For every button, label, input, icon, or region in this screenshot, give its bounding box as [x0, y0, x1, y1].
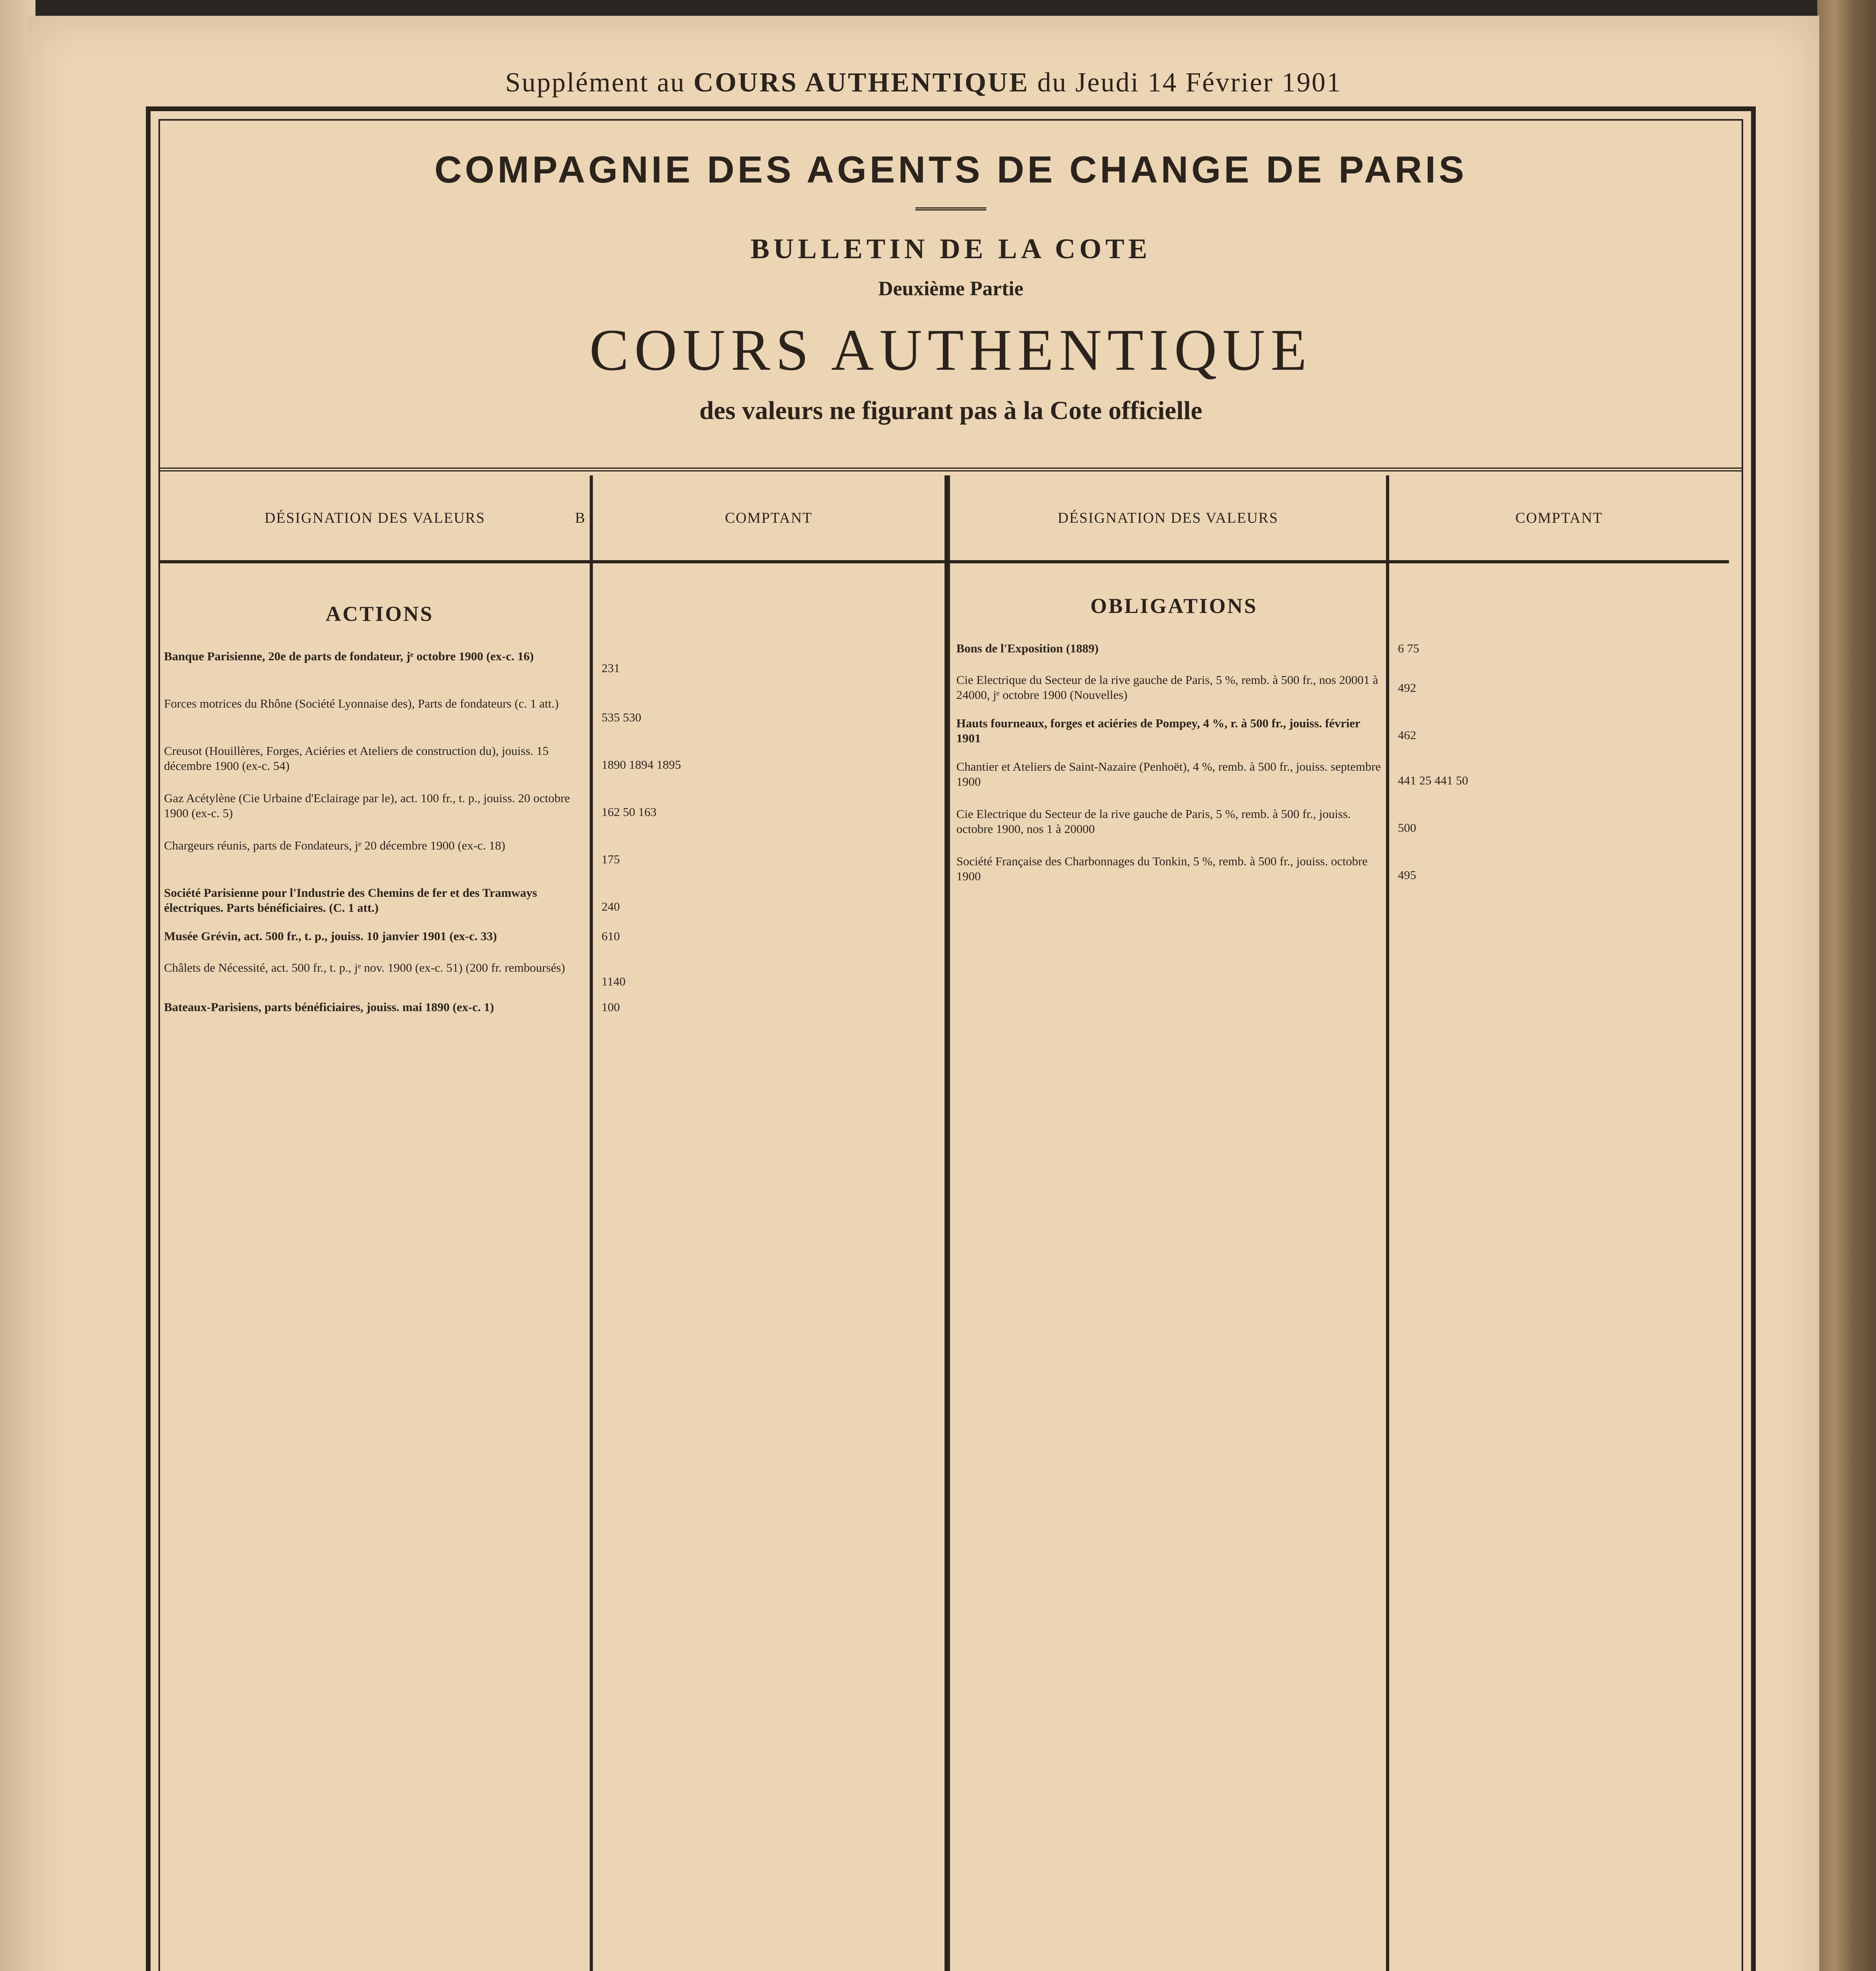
item-price: 535 530: [602, 710, 641, 724]
item-name: Gaz Acétylène (Cie Urbaine d'Eclairage par le), act. 100 fr., t. p., jouiss. 20 octobre 1900 (ex-c. 5): [164, 791, 570, 820]
item-price: 162 50 163: [602, 805, 657, 819]
item-price: 1890 1894 1895: [602, 758, 681, 771]
document-page: [28, 16, 1819, 1971]
list-item: [164, 885, 586, 915]
item-price: 492: [1398, 681, 1416, 695]
list-item: [164, 791, 586, 821]
header-comptant-right: [1389, 475, 1729, 563]
item-price: 175: [602, 852, 620, 866]
header-rule: [915, 207, 986, 213]
item-name: Bons de l'Exposition (1889): [956, 641, 1099, 655]
list-item: [164, 743, 586, 773]
obligations-title: OBLIGATIONS: [1090, 594, 1258, 618]
list-item: [956, 807, 1382, 836]
item-name: Banque Parisienne, 20e de parts de fondateur, jᵉ octobre 1900 (ex-c. 16): [164, 649, 534, 663]
item-price: 500: [1398, 821, 1416, 835]
item-name: Creusot (Houillères, Forges, Aciéries et Ateliers de construction du), jouiss. 15 décembre 1900 (ex-c. 54): [164, 744, 549, 773]
item-name: Musée Grévin, act. 500 fr., t. p., jouiss. 10 janvier 1901 (ex-c. 33): [164, 929, 497, 943]
col-divider: [1386, 475, 1389, 1971]
bulletin-inner-frame: [158, 119, 1743, 1971]
header-comptant-left: [593, 475, 945, 563]
comptant-label: COMPTANT: [1515, 509, 1603, 526]
list-item: [956, 641, 1382, 656]
item-name: Chargeurs réunis, parts de Fondateurs, jᵉ 20 décembre 1900 (ex-c. 18): [164, 838, 505, 852]
upper-table: [160, 475, 1742, 1971]
company-name: COMPAGNIE DES AGENTS DE CHANGE DE PARIS: [434, 149, 1467, 191]
partie-label: Deuxième Partie: [878, 278, 1024, 300]
item-price: 1140: [602, 974, 626, 988]
item-price: 100: [602, 1000, 620, 1014]
list-item: [956, 854, 1382, 884]
list-item: [164, 929, 586, 944]
actions-title: ACTIONS: [326, 602, 434, 626]
item-name: Chantier et Ateliers de Saint-Nazaire (Penhoët), 4 %, remb. à 500 fr., jouiss. septembre 1900: [956, 760, 1381, 788]
supplement-title: COURS AUTHENTIQUE: [693, 67, 1029, 98]
list-item: [956, 759, 1382, 789]
list-item: [956, 716, 1382, 746]
bulletin-frame: [146, 106, 1756, 1971]
header-designation-left: [160, 475, 590, 563]
item-name: Bateaux-Parisiens, parts bénéficiaires, jouiss. mai 1890 (ex-c. 1): [164, 1000, 494, 1014]
header-designation-right: [950, 475, 1386, 563]
item-price: 6 75: [1398, 641, 1420, 655]
cours-title: COURS AUTHENTIQUE: [589, 317, 1312, 383]
item-price: 495: [1398, 868, 1416, 882]
bulletin-title: BULLETIN DE LA COTE: [750, 233, 1151, 265]
item-name: Société Parisienne pour l'Industrie des Chemins de fer et des Tramways électriques. Parts bénéficiaires. (C. 1 att.): [164, 886, 537, 915]
book-spine: [1817, 0, 1876, 1971]
supplement-line: [28, 67, 1819, 99]
item-name: Cie Electrique du Secteur de la rive gauche de Paris, 5 %, remb. à 500 fr., nos 20001 à 24000, jᵉ octobre 1900 (Nouvelles): [956, 673, 1379, 702]
list-item: [164, 960, 586, 975]
item-price: 610: [602, 929, 620, 943]
col-divider: [590, 475, 593, 1971]
item-name: Société Française des Charbonnages du Tonkin, 5 %, remb. à 500 fr., jouiss. octobre 1900: [956, 854, 1368, 883]
list-item: [164, 696, 586, 711]
list-item: [956, 673, 1382, 702]
item-price: 231: [602, 661, 620, 675]
cours-subtitle: des valeurs ne figurant pas à la Cote officielle: [699, 396, 1202, 425]
supplement-prefix: Supplément au: [505, 67, 686, 98]
item-price: 462: [1398, 728, 1416, 742]
item-name: Châlets de Nécessité, act. 500 fr., t. p., jᵉ nov. 1900 (ex-c. 51) (200 fr. remboursés): [164, 961, 565, 974]
comptant-label: COMPTANT: [725, 509, 812, 526]
item-name: Cie Electrique du Secteur de la rive gauche de Paris, 5 %, remb. à 500 fr., jouiss. octobre 1900, nos 1 à 20000: [956, 807, 1351, 836]
list-item: [164, 649, 586, 664]
list-item: [164, 838, 586, 853]
supplement-date: du Jeudi 14 Février 1901: [1037, 67, 1342, 98]
item-name: Hauts fourneaux, forges et aciéries de Pompey, 4 %, r. à 500 fr., jouiss. février 1901: [956, 716, 1360, 745]
designation-label: DÉSIGNATION DES VALEURS: [265, 509, 485, 526]
item-price: 441 25 441 50: [1398, 773, 1468, 787]
bulletin-header: [160, 121, 1742, 471]
designation-label: DÉSIGNATION DES VALEURS: [1058, 509, 1278, 526]
item-price: 240: [602, 900, 620, 913]
col-divider: [945, 475, 950, 1971]
b-label: B: [575, 509, 586, 526]
list-item: [164, 1000, 586, 1015]
item-name: Forces motrices du Rhône (Société Lyonnaise des), Parts de fondateurs (c. 1 att.): [164, 697, 559, 710]
